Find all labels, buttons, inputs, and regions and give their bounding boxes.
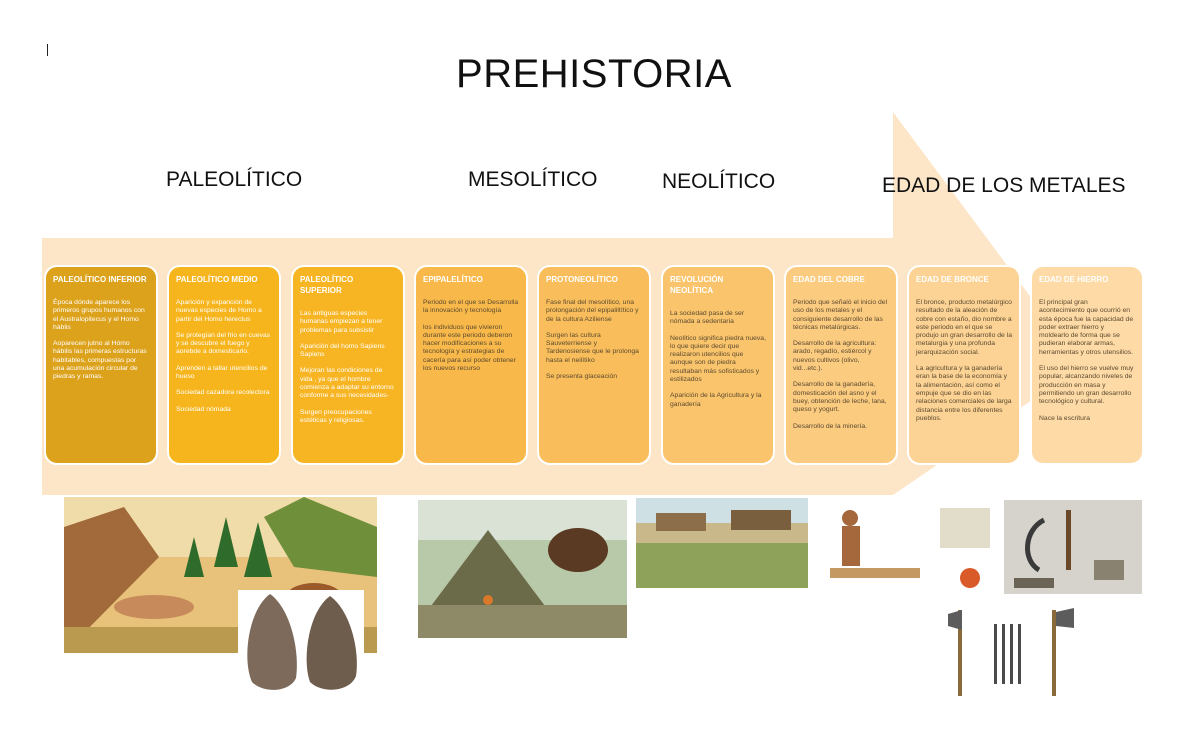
- period-card-list: [793, 299, 889, 431]
- period-card-item: Aparición del homo Sapiens Sapiens: [300, 342, 385, 359]
- period-card-item: Periodo en el que se Desarrolla la innovación y tecnología: [423, 299, 519, 315]
- period-card-title: EDAD DEL COBRE: [793, 275, 865, 284]
- period-card: [291, 265, 405, 465]
- campamento-mesolitico-image: [418, 500, 627, 638]
- period-card-item: Nace la escritura: [1039, 414, 1090, 422]
- period-card-item: Desarrollo de la agricultura: arado, regadío, estiércol y nuevos cultivos (olivo, vid...etc.).: [793, 340, 877, 373]
- period-card-item: Periodo que señaló el inicio del uso de los metales y el consiguiente desarrollo de las técnicas metalúrgicas.: [793, 299, 888, 331]
- period-card-item: Sociedad nómada: [176, 405, 231, 413]
- period-card: [44, 265, 158, 465]
- era-mesolitico: MESOLÍTICO: [468, 168, 598, 191]
- period-card-item: Aparición y expanción de nuevas especies de Homo a partir del Homo herectus: [176, 299, 262, 323]
- period-card-item: Surgen preocupaciones estéticas y religiosas.: [300, 408, 372, 424]
- period-card-item: El uso del hierro se vuelve muy popular, alcanzando niveles de producción en masa y permitiendo un gran desarrollo tecnológico y cultural.: [1039, 365, 1134, 406]
- period-card-title: EDAD DE BRONCE: [916, 275, 989, 284]
- period-card-item: Mejoran las condiciones de vida , ya que el hombre comienza a adaptar su entorno conforme a sus necesidades-: [300, 367, 394, 400]
- period-card-title: EPIPALELÍTICO: [423, 275, 483, 284]
- hachas-de-metal-image: [944, 604, 1078, 702]
- page-title: PREHISTORIA: [456, 52, 732, 96]
- period-card: [537, 265, 651, 465]
- period-card-item: Época dónde aparece los primeros grupos humanos con el Australopitecus y el Homo háblis: [53, 299, 145, 331]
- period-card-item: El bronce, producto metalúrgico resultado de la aleación de cobre con estaño, dio nombre a este periodo en el que se produjo un gran desarrollo de la metalurgia y una profunda jerarquización social.: [916, 299, 1012, 356]
- period-card-item: Sociedad cazadora recolectora: [176, 389, 270, 397]
- period-card-item: los individuos que vivieron durante este periodo deberon hacer modificaciones a su tecnología y estrategias de cacería para así poder obtener los nuevos recurso: [423, 323, 516, 373]
- period-card-item: La sociedad pasa de ser nómada a sedentaria: [670, 310, 745, 326]
- period-card-title: EDAD DE HIERRO: [1039, 275, 1109, 284]
- period-card-item: Se protegían del frio en cuevas y se descubre el fuego y aorebde a domesticarlo.: [176, 331, 271, 356]
- period-card-title: PALEOLÍTICO MEDIO: [176, 275, 258, 284]
- period-card-list: [916, 299, 1012, 423]
- era-neolitico: NEOLÍTICO: [662, 170, 776, 193]
- period-card-list: [423, 299, 519, 373]
- period-card-item: Neolítico significa piedra nueva, lo que quiere decir que realizaron utencilios que aunque son de piedra resultaban más sofisticados y estilizados: [670, 334, 766, 384]
- hachas-de-piedra-image: [238, 590, 364, 694]
- period-card-item: Aprenden a tallar utencilios de hueso: [176, 364, 268, 381]
- period-card-list: [546, 299, 642, 381]
- period-card-title: REVOLUCIÓN NEOLÍTICA: [670, 275, 724, 295]
- era-paleolitico: PALEOLÍTICO: [166, 168, 303, 191]
- period-card: [167, 265, 281, 465]
- aldea-neolitica-image: [636, 498, 808, 588]
- herrero-edad-metales-image: [820, 498, 998, 602]
- period-card-item: La agricultura y la ganadería eran la base de la economía y la alimentación, así como el empuje que se dio en las relaciones comerciales de larga distancia entre los diferentes pueblos.: [916, 365, 1012, 422]
- period-card-item: El principal gran acontecimiento que ocurrió en esta época fue la capacidad de poder extraer hierro y moldearlo de forma que se pudieran elaborar armas, herramientas y otros utensilios.: [1039, 299, 1134, 356]
- period-card-list: [670, 310, 766, 409]
- period-card-list: [1039, 299, 1135, 423]
- period-card-list: [176, 299, 272, 414]
- era-edad-de-los-metales: EDAD DE LOS METALES: [882, 174, 1126, 197]
- period-card-item: Desarrollo de la ganadería, domesticación del asno y el buey, obtención de leche, lana, queso y yogurt.: [793, 381, 887, 414]
- period-card: [1030, 265, 1144, 465]
- period-card: [784, 265, 898, 465]
- period-card-title: PALEOLÍTICO SUPERIOR: [300, 275, 354, 295]
- period-card-item: Surgen las cultura Sauveterriense y Tardenosiense que le prolonga hasta el neilítiko: [546, 331, 639, 364]
- herramientas-de-hierro-image: [1004, 500, 1142, 594]
- period-card: [661, 265, 775, 465]
- period-card-item: Se presenta glaceación: [546, 373, 618, 381]
- period-card-item: Aoparecen jutno al Hómo hábilis las primeras estructuras habitables, compuestas por una acumulación circular de piedras y ramas.: [53, 340, 147, 381]
- period-card: [907, 265, 1021, 465]
- period-card: [414, 265, 528, 465]
- period-card-list: [300, 310, 396, 425]
- period-card-item: Fase final del mesolítico, una prolongación del epipaliltítico y de la cultura Aziliense: [546, 299, 639, 323]
- period-card-item: Desarrollo de la minería.: [793, 422, 868, 430]
- period-card-title: PROTONEOLÍTICO: [546, 275, 618, 284]
- period-card-title: PALEOLÍTICO INFERIOR: [53, 275, 147, 284]
- period-card-item: Las antiguas especies humanas empiezan a tener problemas para subsistir: [300, 310, 383, 334]
- period-card-item: Aparición de la Agricultura y la ganadería: [670, 392, 762, 408]
- period-card-list: [53, 299, 149, 382]
